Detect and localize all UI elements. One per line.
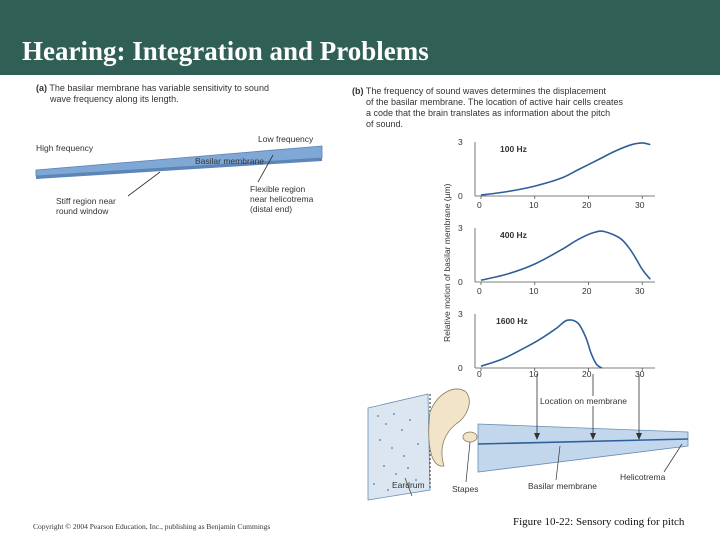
slide-title: Hearing: Integration and Problems (22, 36, 429, 66)
basilar-membrane-label: Basilar membrane (195, 156, 264, 166)
x-tick-0-chart3: 0 (477, 369, 482, 379)
uncoiled-cochlea (478, 424, 688, 472)
series-label-100hz: 100 Hz (500, 144, 527, 154)
x-tick-30-chart3: 30 (635, 369, 645, 379)
y-tick-max-2: 3 (458, 223, 463, 233)
panel-b-caption-label: (b) (352, 86, 364, 96)
x-tick-30-chart1: 30 (635, 200, 645, 210)
figure-caption: Figure 10-22: Sensory coding for pitch (513, 516, 685, 528)
y-tick-max-1: 3 (458, 137, 463, 147)
flexible-region-label-2: near helicotrema (250, 194, 314, 204)
location-on-membrane-label: Location on membrane (540, 396, 627, 406)
x-tick-0-chart2: 0 (477, 286, 482, 296)
stapes-label: Stapes (452, 484, 479, 494)
x-tick-20-chart1: 20 (582, 200, 592, 210)
y-tick-min-3: 0 (458, 363, 463, 373)
x-tick-0-chart1: 0 (477, 200, 482, 210)
y-tick-min-1: 0 (458, 191, 463, 201)
x-tick-10-chart1: 10 (529, 200, 539, 210)
panel-b-caption-line3: a code that the brain translates as information about the pitch (366, 108, 611, 118)
x-tick-10-chart2: 10 (529, 286, 539, 296)
x-tick-20-chart3: 20 (582, 369, 592, 379)
panel-a-caption-text: The basilar membrane has variable sensitivity to sound (49, 83, 269, 93)
stiff-region-label-2: round window (56, 206, 109, 216)
series-line-1600hz (481, 320, 602, 368)
copyright-notice: Copyright © 2004 Pearson Education, Inc., publishing as Benjamin Cummings (33, 522, 271, 531)
stapes-pointer (466, 442, 470, 482)
low-frequency-label: Low frequency (258, 134, 314, 144)
x-tick-20-chart2: 20 (582, 286, 592, 296)
x-tick-10-chart3: 10 (529, 369, 539, 379)
flexible-region-label-3: (distal end) (250, 204, 293, 214)
flexible-region-label-1: Flexible region (250, 184, 306, 194)
y-tick-max-3: 3 (458, 309, 463, 319)
x-tick-30-chart2: 30 (635, 286, 645, 296)
high-frequency-label: High frequency (36, 143, 94, 153)
y-tick-min-2: 0 (458, 277, 463, 287)
series-label-1600hz: 1600 Hz (496, 316, 528, 326)
stapes-shape (463, 432, 477, 442)
panel-b-caption-line4: of sound. (366, 119, 404, 129)
panel-b-caption-line2: of the basilar membrane. The location of active hair cells creates (366, 97, 623, 107)
series-label-400hz: 400 Hz (500, 230, 527, 240)
panel-a-caption-line2: wave frequency along its length. (50, 94, 179, 104)
middle-ear-bones (429, 389, 469, 466)
panel-a-caption-label: (a) (36, 83, 47, 93)
basilar-membrane-bottom-label: Basilar membrane (528, 481, 597, 491)
panel-b-caption-text: The frequency of sound waves determines the displacement (365, 86, 606, 96)
stiff-region-label-1: Stiff region near (56, 196, 116, 206)
helicotrema-label: Helicotrema (620, 472, 666, 482)
eardrum-label: Eardrum (392, 480, 425, 490)
y-axis-label: Relative motion of basilar membrane (µm) (442, 183, 452, 342)
